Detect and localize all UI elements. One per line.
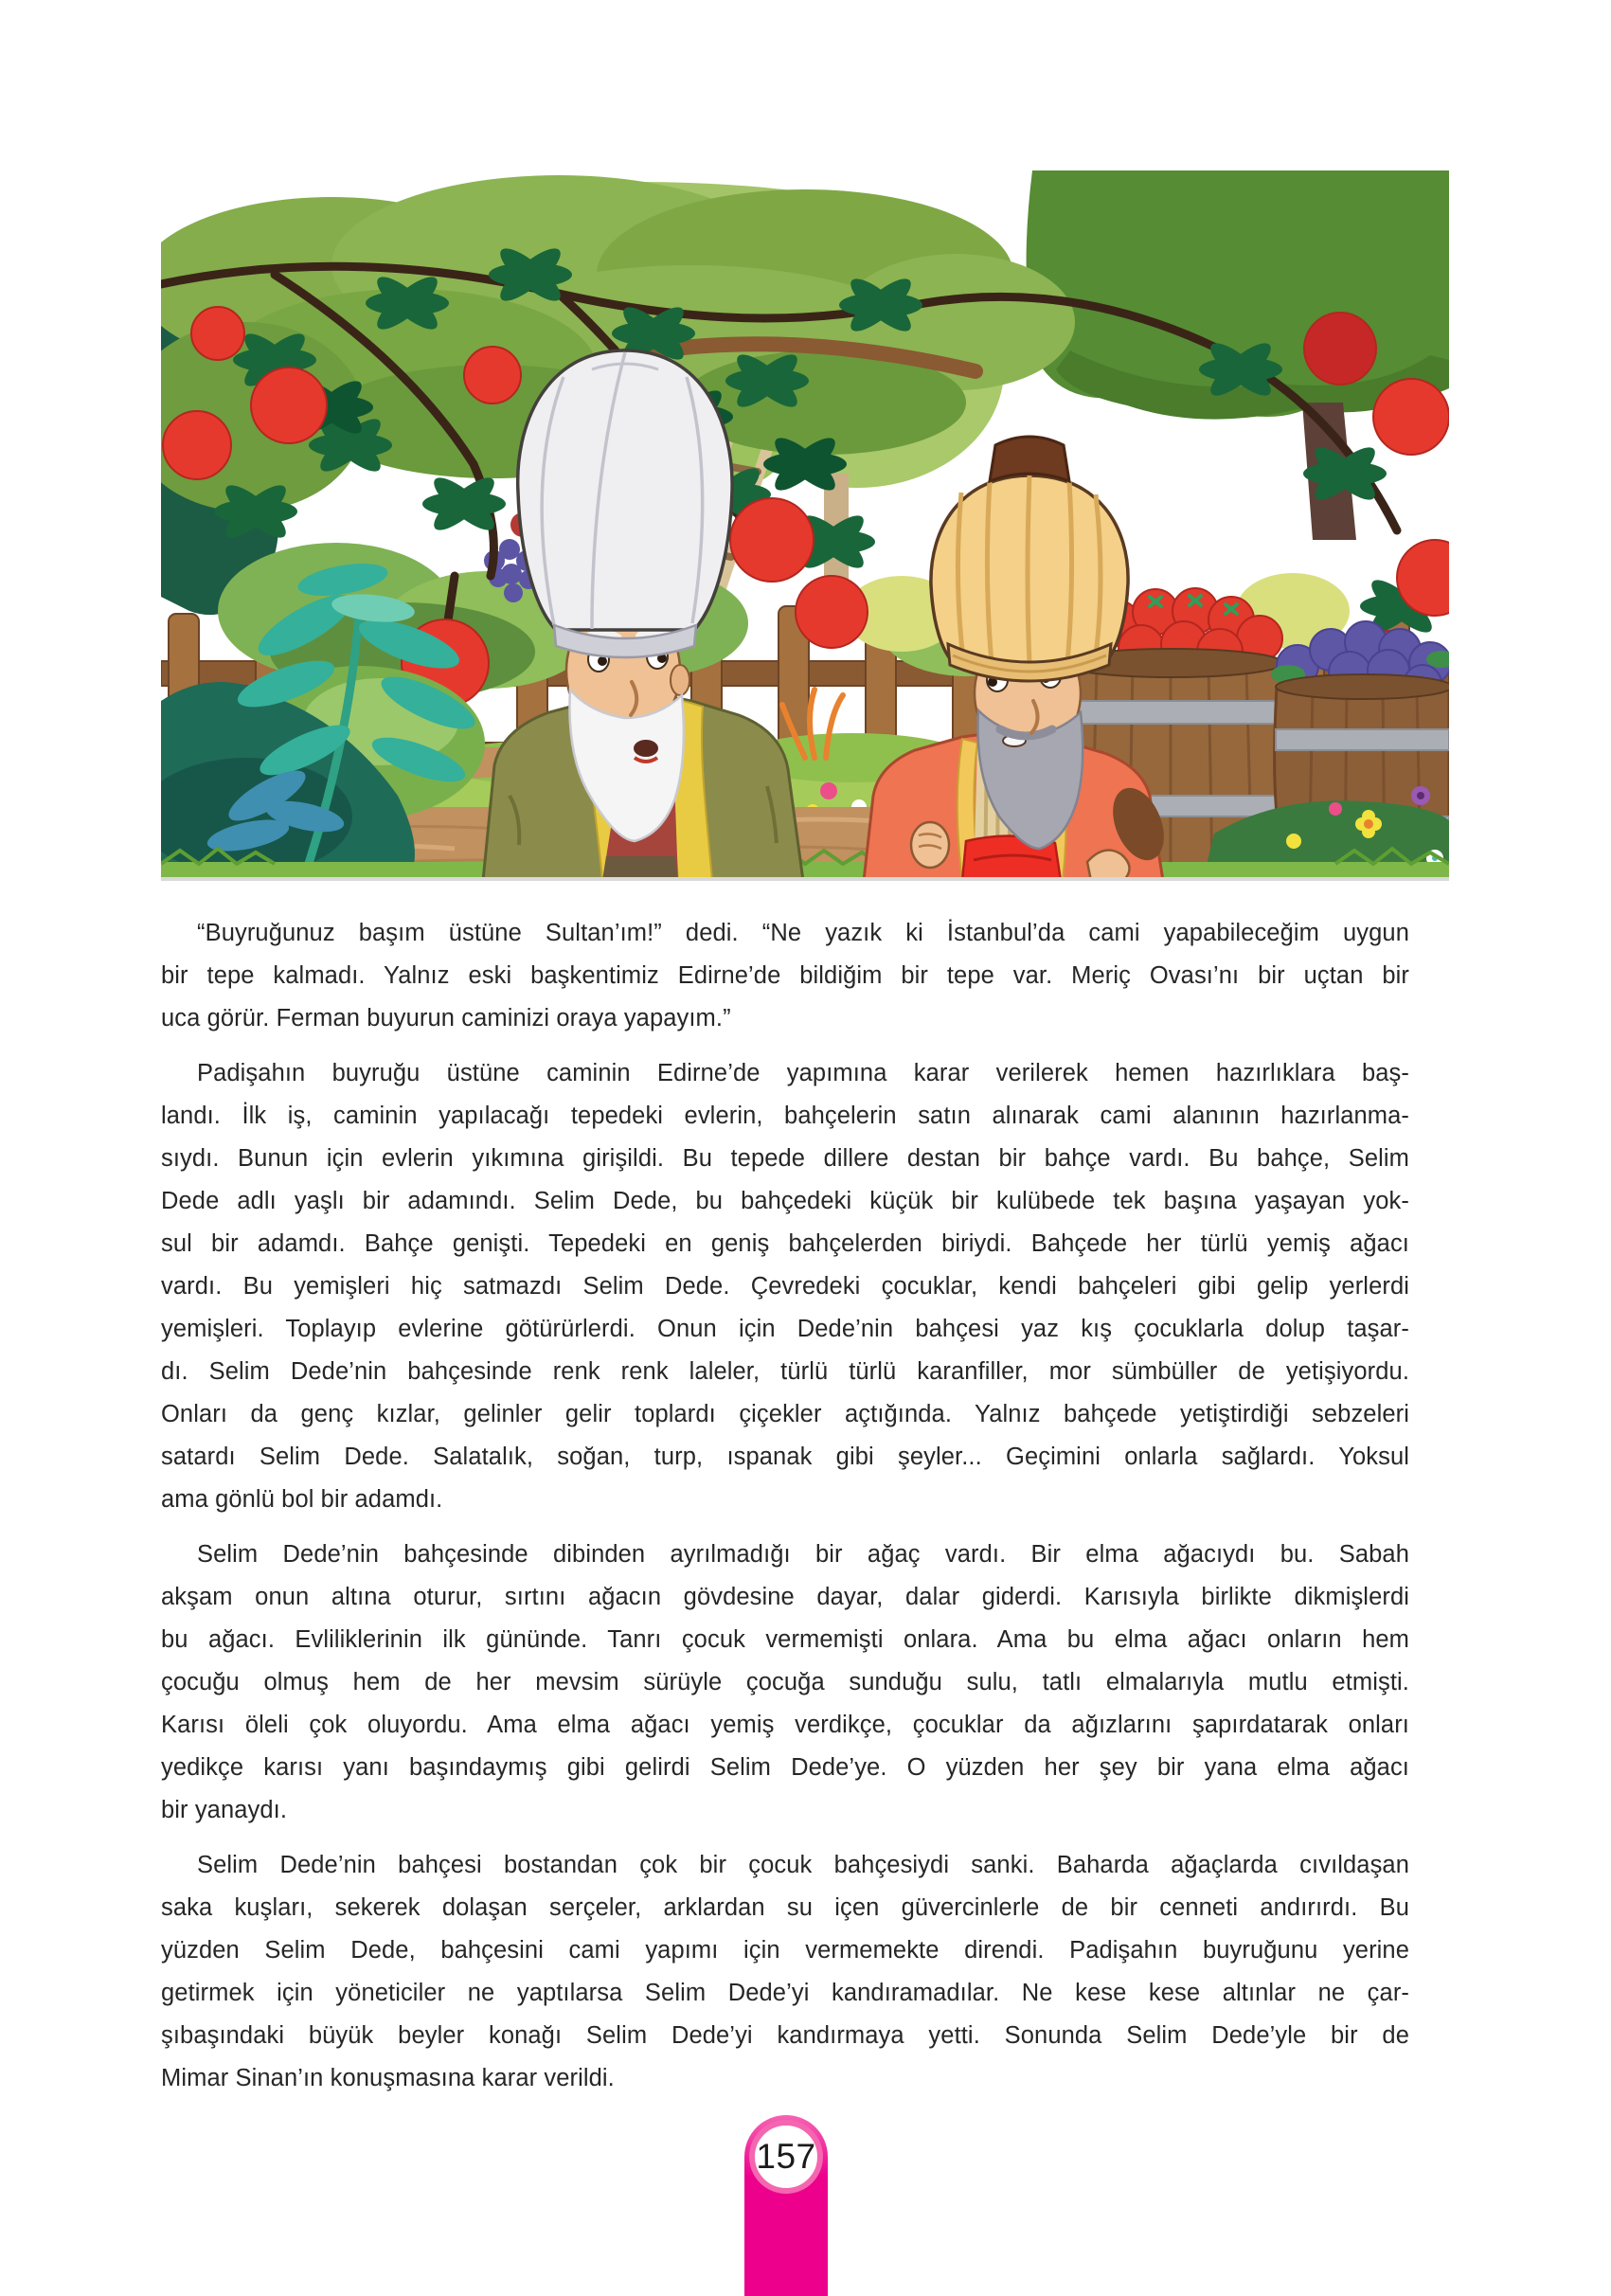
story-line: şıbaşındaki büyük beyler konağı Selim Dede’yi kandırmaya yetti. Sonunda Selim Dede’yle bir de	[161, 2022, 1409, 2049]
story-line: saka kuşları, sekerek dolaşan serçeler, arklardan su içen güvercinlerle de bir cenneti andırırdı. Bu	[161, 1894, 1409, 1921]
story-line: yüzden Selim Dede, bahçesini cami yapımı için vermemekte direndi. Padişahın buyruğunu yerine	[161, 1937, 1409, 1964]
story-line: Selim Dede’nin bahçesi bostandan çok bir çocuk bahçesiydi sanki. Baharda ağaçlarda cıvıldaşan	[197, 1852, 1409, 1878]
story-line: bir yanaydı.	[161, 1797, 288, 1823]
story-paragraph	[161, 1534, 1409, 1832]
story-line: “Buyruğunuz başım üstüne Sultan’ım!” dedi. “Ne yazık ki İstanbul’da cami yapabileceğim uygun	[197, 920, 1409, 946]
story-line: getirmek için yöneticiler ne yaptılarsa Selim Dede’yi kandıramadılar. Ne kese kese altınlar ne çar-	[161, 1980, 1409, 2006]
story-line: Karısı öleli çok oluyordu. Ama elma ağacı yemiş verdikçe, çocuklar da ağızlarını şapırdatarak onları	[161, 1712, 1409, 1738]
page-number-ribbon	[744, 2115, 828, 2296]
story-line: bu ağacı. Evliliklerinin ilk gününde. Tanrı çocuk vermemişti onlara. Ama bu elma ağacı onların hem	[161, 1626, 1409, 1653]
story-line: Onları da genç kızlar, gelinler gelir toplardı çiçekler açtığında. Yalnız bahçede yetiştirdiği sebzeleri	[161, 1401, 1409, 1427]
story-line: sıydı. Bunun için evlerin yıkımına girişildi. Bu tepede dillere destan bir bahçe vardı. Bu bahçe, Selim	[161, 1145, 1409, 1172]
story-line: Padişahın buyruğu üstüne caminin Edirne’de yapımına karar verilerek hemen hazırlıklara baş-	[197, 1060, 1409, 1086]
story-line: landı. İlk iş, caminin yapılacağı tepedeki evlerin, bahçelerin satın alınarak cami alanının hazırlanma-	[161, 1103, 1409, 1129]
story-line: yedikçe karısı yanı başındaymış gibi gelirdi Selim Dede’ye. O yüzden her şey bir yana elma ağacı	[161, 1754, 1409, 1781]
page-number: 157	[756, 2137, 816, 2176]
illustration-bottom-edge	[161, 877, 1449, 881]
story-line: Selim Dede’nin bahçesinde dibinden ayrılmadığı bir ağaç vardı. Bir elma ağacıydı bu. Sabah	[197, 1541, 1409, 1568]
story-text	[161, 912, 1409, 2112]
story-line: satardı Selim Dede. Salatalık, soğan, turp, ıspanak gibi şeyler... Geçimini onlarla sağlardı. Yoksul	[161, 1444, 1409, 1470]
story-line: çocuğu olmuş hem de her mevsim sürüyle çocuğa sunduğu sulu, tatlı elmalarıyla mutlu etmişti.	[161, 1669, 1409, 1695]
story-paragraph	[161, 1844, 1409, 2100]
story-line: ama gönlü bol bir adamdı.	[161, 1486, 443, 1513]
story-line: uca görür. Ferman buyurun caminizi oraya yapayım.”	[161, 1005, 731, 1031]
story-line: sul bir adamdı. Bahçe genişti. Tepedeki en geniş bahçelerden biriydi. Bahçede her türlü yemiş ağacı	[161, 1230, 1409, 1257]
story-paragraph	[161, 912, 1409, 1040]
story-illustration	[161, 133, 1449, 881]
page-number-badge	[749, 2120, 823, 2194]
story-line: Mimar Sinan’ın konuşmasına karar verildi.	[161, 2065, 615, 2091]
story-line: bir tepe kalmadı. Yalnız eski başkentimiz Edirne’de bildiğim bir tepe var. Meriç Ovası’nı bir uçtan bir	[161, 962, 1409, 989]
story-line: Dede adlı yaşlı bir adamındı. Selim Dede, bu bahçedeki küçük bir kulübede tek başına yaşayan yok-	[161, 1188, 1409, 1214]
story-line: dı. Selim Dede’nin bahçesinde renk renk laleler, türlü türlü karanfiller, mor sümbüller de yetişiyordu.	[161, 1358, 1409, 1385]
story-line: akşam onun altına oturur, sırtını ağacın gövdesine dayar, dalar giderdi. Karısıyla birlikte dikmişlerdi	[161, 1584, 1409, 1610]
story-line: vardı. Bu yemişleri hiç satmazdı Selim Dede. Çevredeki çocuklar, kendi bahçeleri gibi gelip yerlerdi	[161, 1273, 1409, 1300]
story-paragraph	[161, 1052, 1409, 1521]
story-line: yemişleri. Toplayıp evlerine götürürlerdi. Onun için Dede’nin bahçesi yaz kış çocuklarla dolup taşar-	[161, 1316, 1409, 1342]
